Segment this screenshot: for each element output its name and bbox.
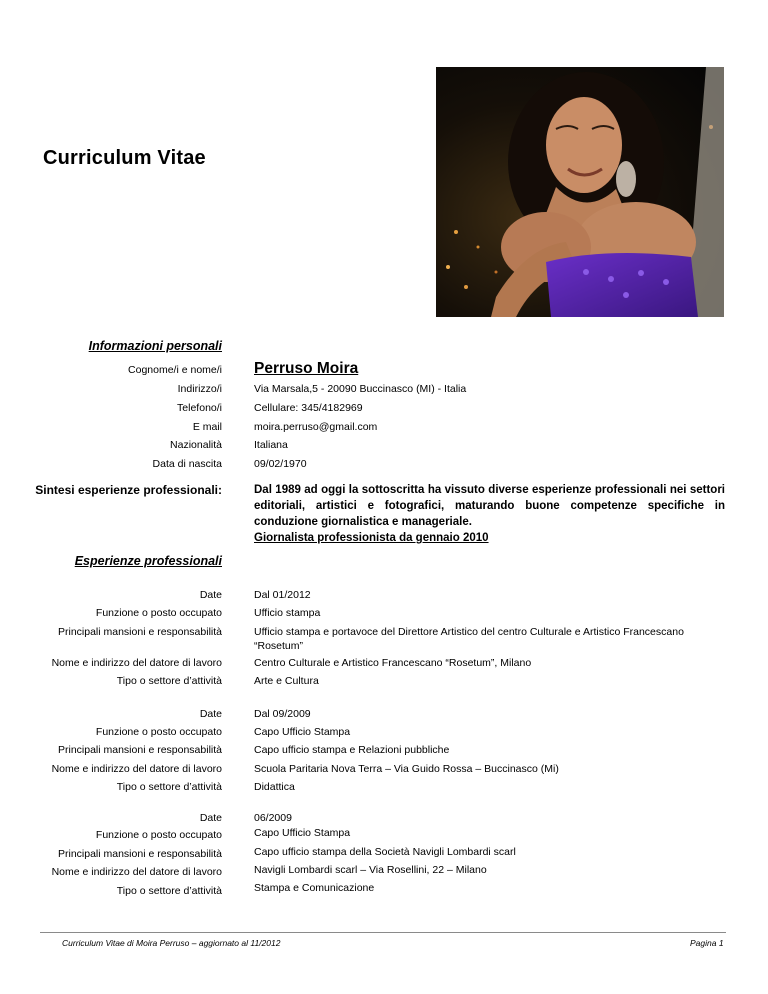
profile-photo — [436, 67, 724, 317]
job-date: Dal 01/2012 — [254, 589, 311, 601]
job-role: Capo Ufficio Stampa — [254, 726, 351, 738]
phone-label: Telefono/i — [177, 402, 222, 414]
nationality-value: Italiana — [254, 439, 288, 451]
nationality-label: Nazionalità — [170, 439, 222, 451]
address-label: Indirizzo/i — [177, 383, 222, 395]
job-role-label: Funzione o posto occupato — [95, 607, 222, 619]
job-date: 06/2009 — [254, 812, 292, 824]
cv-title: Curriculum Vitae — [43, 147, 206, 169]
footer-divider — [40, 932, 726, 933]
job-duties-label: Principali mansioni e responsabilità — [57, 848, 222, 860]
job-date-label: Date — [199, 708, 222, 720]
job-role-label: Funzione o posto occupato — [95, 726, 222, 738]
summary-text: Dal 1989 ad oggi la sottoscritta ha vissuto diverse esperienze professionali nei settori editoriali, artistici e fotografici, maturando buone competenze specifiche in conduzione giornalistica e manageriale. — [254, 484, 725, 528]
email-label: E mail — [192, 421, 222, 433]
footer-text: Curriculum Vitae di Moira Perruso – aggiornato al 11/2012 — [62, 938, 281, 948]
email-value: moira.perruso@gmail.com — [254, 421, 378, 433]
job-role-label: Funzione o posto occupato — [95, 829, 222, 841]
journalist-note: Giornalista professionista da gennaio 2010 — [254, 532, 489, 544]
job-employer-label: Nome e indirizzo del datore di lavoro — [51, 657, 222, 669]
job-sector-label: Tipo o settore d’attività — [116, 675, 222, 687]
job-sector: Stampa e Comunicazione — [254, 882, 375, 894]
job-employer: Navigli Lombardi scarl – Via Rosellini, 22 – Milano — [254, 864, 487, 876]
address-value: Via Marsala,5 - 20090 Buccinasco (MI) - Italia — [254, 383, 467, 395]
name-label: Cognome/i e nome/i — [128, 364, 222, 376]
job-role: Ufficio stampa — [254, 607, 321, 619]
job-employer: Centro Culturale e Artistico Francescano “Rosetum”, Milano — [254, 657, 532, 669]
full-name: Perruso Moira — [254, 360, 359, 377]
experience-heading: Esperienze professionali — [74, 554, 222, 568]
summary-label: Sintesi esperienze professionali: — [35, 483, 222, 497]
job-sector: Didattica — [254, 781, 295, 793]
birth-label: Data di nascita — [152, 458, 222, 470]
job-duties-label: Principali mansioni e responsabilità — [57, 626, 222, 638]
job-duties: Capo ufficio stampa e Relazioni pubbliche — [254, 744, 450, 756]
job-role: Capo Ufficio Stampa — [254, 827, 351, 839]
phone-value: Cellulare: 345/4182969 — [254, 402, 363, 414]
job-employer: Scuola Paritaria Nova Terra – Via Guido Rossa – Buccinasco (Mi) — [254, 763, 559, 775]
job-employer-label: Nome e indirizzo del datore di lavoro — [51, 763, 222, 775]
job-duties-label: Principali mansioni e responsabilità — [57, 744, 222, 756]
personal-info-heading: Informazioni personali — [88, 339, 222, 353]
job-date-label: Date — [199, 589, 222, 601]
job-date: Dal 09/2009 — [254, 708, 311, 720]
job-date-label: Date — [199, 812, 222, 824]
job-sector-label: Tipo o settore d’attività — [116, 885, 222, 897]
job-employer-label: Nome e indirizzo del datore di lavoro — [51, 866, 222, 878]
job-sector-label: Tipo o settore d’attività — [116, 781, 222, 793]
page-number: Pagina 1 — [690, 938, 724, 948]
job-sector: Arte e Cultura — [254, 675, 319, 687]
birth-value: 09/02/1970 — [254, 458, 307, 470]
job-duties: Capo ufficio stampa della Società Navigli Lombardi scarl — [254, 846, 516, 858]
job-duties: Ufficio stampa e portavoce del Direttore Artistico del centro Culturale e Artistico Francescano “Rosetum” — [254, 626, 684, 652]
